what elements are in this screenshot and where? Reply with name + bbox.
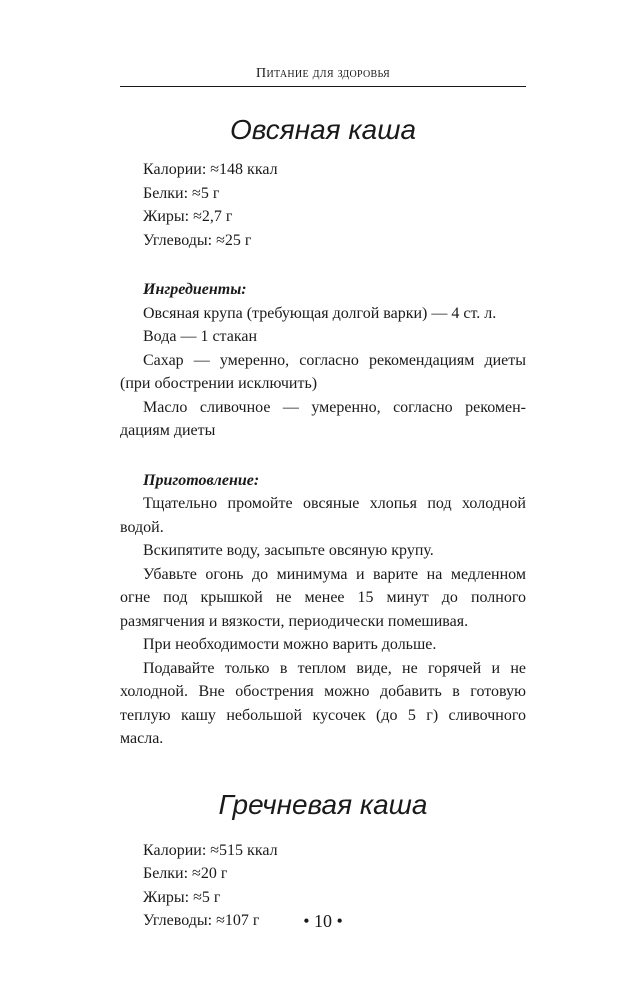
header-rule [120,86,526,87]
nutrition-carbs: Углеводы: ≈25 г [143,231,252,249]
recipe-title-buckwheat: Гречневая каша [218,788,428,820]
page-number: • 10 • [303,911,343,931]
nutrition-calories: Калории: ≈148 ккал [143,161,278,178]
nutrition-fat: Жиры: ≈2,7 г [143,208,233,225]
ingredients-heading: Ингредиенты: [143,281,247,298]
nutrition-calories: Калории: ≈515 ккал [143,841,278,859]
method-heading: Приготовление: [143,471,260,489]
ingredients-list [120,302,526,443]
nutrition-fat: Жиры: ≈5 г [143,888,221,906]
nutrition-list-oatmeal [120,158,526,252]
method-step: Вскипятите воду, засыпьте овсяную крупу. [143,542,434,559]
ingredient-item: Масло сливочное — умеренно, согласно рекомендациям диеты [120,398,526,439]
recipe-title-oatmeal: Овсяная каша [229,114,417,145]
method-steps [120,492,526,751]
method-step: Убавьте огонь до минимума и варите на медленном огне под крышкой не менее 15 минут до полного размягчения и вязкости, периодически помешивая. [120,565,526,630]
method-step: Тщательно промойте овсяные хлопья под холодной водой. [120,495,526,536]
method-step: При необходимости можно варить дольше. [143,636,437,653]
nutrition-protein: Белки: ≈5 г [143,184,220,202]
nutrition-protein: Белки: ≈20 г [143,865,228,882]
ingredient-item: Вода — 1 стакан [143,328,258,345]
ingredient-item: Овсяная крупа (требующая долгой варки) — 4 ст. л. [143,304,497,322]
method-step: Подавайте только в теплом виде, не горячей и не холодной. Вне обострения можно добавить в готовую теплую кашу небольшой кусочек (до 5 г) сливочного масла. [120,659,526,747]
nutrition-carbs: Углеводы: ≈107 г [143,912,260,929]
running-head: Питание для здоровья [256,66,390,81]
ingredient-item: Сахар — умеренно, согласно рекомендациям диеты (при обострении исключить) [120,351,526,392]
page-content [120,110,526,933]
